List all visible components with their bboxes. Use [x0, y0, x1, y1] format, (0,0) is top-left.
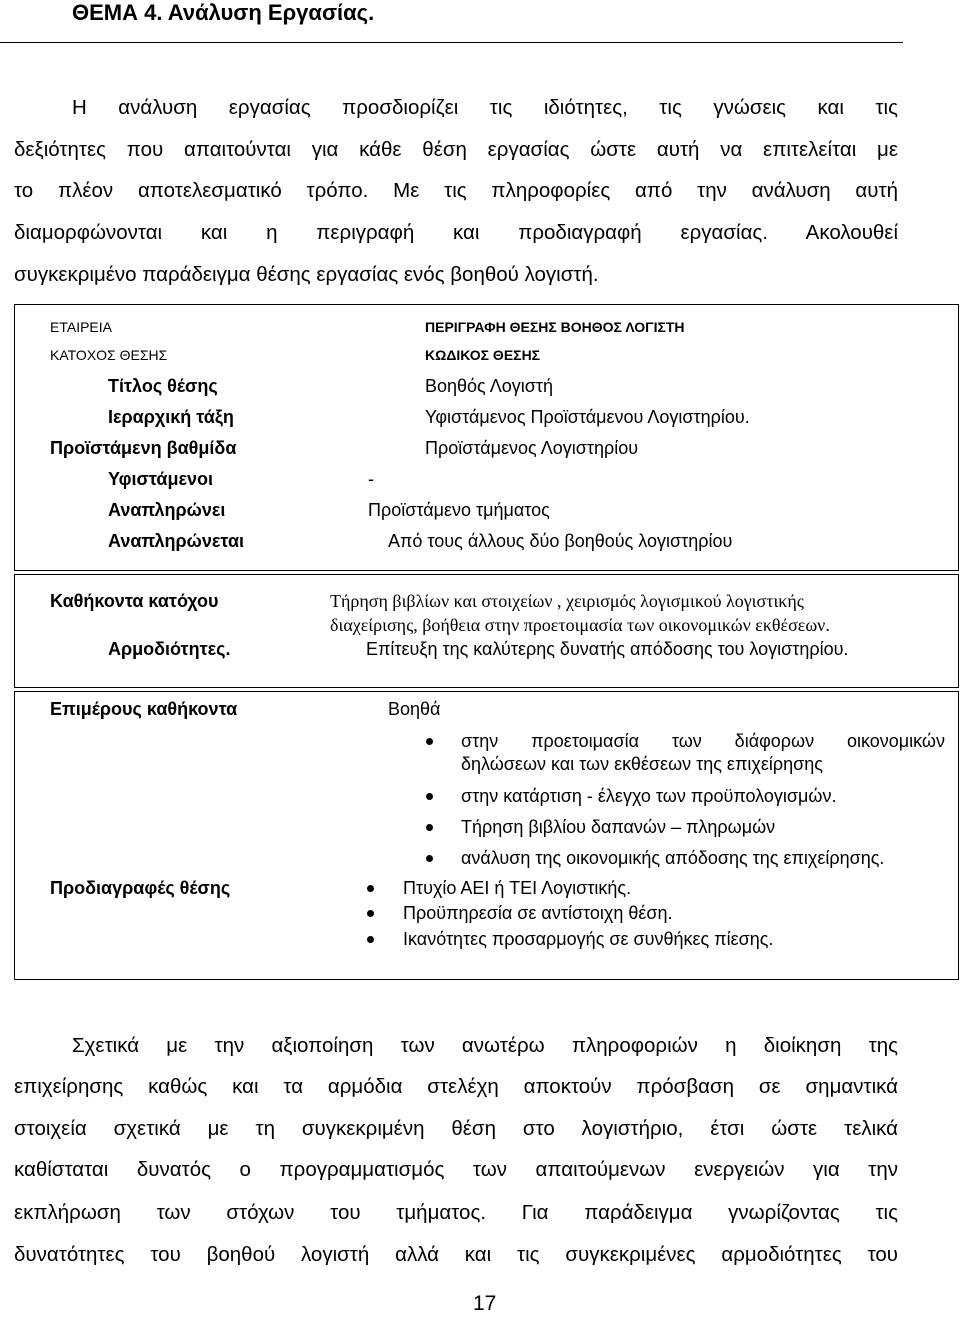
- bullet-icon: [426, 824, 433, 831]
- responsibilities-label: Αρμοδιότητες.: [108, 639, 231, 659]
- intro-line-3: το πλέον αποτελεσματικό τρόπο. Με τις πληροφορίες από την ανάλυση αυτή: [14, 179, 898, 202]
- code-label: ΚΩΔΙΚΟΣ ΘΕΣΗΣ: [425, 347, 541, 363]
- intro-line-2: δεξιότητες που απαιτούνται για κάθε θέση εργασίας ώστε αυτή να επιτελείται με: [14, 138, 898, 161]
- title-label: Τίτλος θέσης: [108, 376, 218, 396]
- spec-item: Προϋπηρεσία σε αντίστοιχη θέση.: [403, 903, 673, 923]
- replaces-label: Αναπληρώνει: [108, 500, 226, 520]
- replaced-by-label: Αναπληρώνεται: [108, 531, 245, 551]
- rank-value: Υφιστάμενος Προϊστάμενου Λογιστηρίου.: [425, 407, 750, 427]
- bullet-icon: [367, 910, 374, 917]
- task-1-line-2: δηλώσεων και των εκθέσεων της επιχείρησης: [461, 754, 823, 774]
- task-4: ανάλυση της οικονομικής απόδοσης της επιχείρησης.: [461, 848, 885, 868]
- task-1-line-1: στην προετοιμασία των διάφορων οικονομικών: [461, 731, 945, 751]
- spec-item: Πτυχίο ΑΕΙ ή ΤΕΙ Λογιστικής.: [403, 878, 632, 898]
- spec-item: Ικανότητες προσαρμογής σε συνθήκες πίεσης.: [403, 929, 774, 949]
- page-number: 17: [473, 1292, 497, 1315]
- description-label: ΠΕΡΙΓΡΑΦΗ ΘΕΣΗΣ ΒΟΗΘΟΣ ΛΟΓΙΣΤΗ: [425, 319, 685, 335]
- subordinates-value: -: [368, 469, 374, 489]
- title-value: Βοηθός Λογιστή: [425, 376, 553, 396]
- rank-label: Ιεραρχική τάξη: [108, 407, 234, 427]
- company-label: ΕΤΑΙΡΕΙΑ: [50, 319, 112, 335]
- superior-label: Προϊστάμενη βαθμίδα: [50, 438, 237, 458]
- tasks-label: Επιμέρους καθήκοντα: [50, 699, 238, 719]
- replaced-by-value: Από τους άλλους δύο βοηθούς λογιστηρίου: [388, 531, 733, 551]
- intro-line-4: διαμορφώνονται και η περιγραφή και προδιαγραφή εργασίας. Ακολουθεί: [14, 221, 898, 244]
- bullet-icon: [367, 936, 374, 943]
- page-title: ΘΕΜΑ 4. Ανάλυση Εργασίας.: [72, 0, 375, 25]
- task-3: Τήρηση βιβλίου δαπανών – πληρωμών: [461, 817, 776, 837]
- closing-line-3: στοιχεία σχετικά με τη συγκεκριμένη θέση στο λογιστήριο, έτσι ώστε τελικά: [14, 1117, 898, 1140]
- responsibilities-value: Επίτευξη της καλύτερης δυνατής απόδοσης του λογιστηρίου.: [366, 639, 849, 659]
- superior-value: Προϊστάμενος Λογιστηρίου: [425, 438, 639, 458]
- duties-value-line-1: Τήρηση βιβλίων και στοιχείων , χειρισμός λογισμικού λογιστικής: [330, 591, 804, 611]
- replaces-value: Προϊστάμενο τμήματος: [368, 500, 550, 520]
- subordinates-label: Υφιστάμενοι: [108, 469, 214, 489]
- holder-label: ΚΑΤΟΧΟΣ ΘΕΣΗΣ: [50, 347, 168, 363]
- bullet-icon: [426, 855, 433, 862]
- closing-line-5: εκπλήρωση των στόχων του τμήματος. Για παράδειγμα γνωρίζοντας τις: [14, 1201, 898, 1224]
- duties-value-line-2: διαχείρισης, βοήθεια στην προετοιμασία των οικονομικών εκθέσεων.: [330, 615, 830, 635]
- closing-line-4: καθίσταται δυνατός ο προγραμματισμός των απαιτούμενων ενεργειών για την: [14, 1158, 898, 1181]
- task-2: στην κατάρτιση - έλεγχο των προϋπολογισμών.: [461, 786, 837, 806]
- specs-label: Προδιαγραφές θέσης: [50, 878, 231, 898]
- closing-line-2: επιχείρησης καθώς και τα αρμόδια στελέχη αποκτούν πρόσβαση σε σημαντικά: [14, 1075, 898, 1098]
- bullet-icon: [426, 793, 433, 800]
- intro-line-5: συγκεκριμένο παράδειγμα θέσης εργασίας ενός βοηθού λογιστή.: [14, 263, 599, 286]
- duties-label: Καθήκοντα κατόχου: [50, 591, 219, 611]
- closing-line-1: Σχετικά με την αξιοποίηση των ανωτέρω πληροφοριών η διοίκηση της: [72, 1034, 898, 1057]
- closing-line-6: δυνατότητες του βοηθού λογιστή αλλά και τις συγκεκριμένες αρμοδιότητες του: [14, 1243, 898, 1266]
- bullet-icon: [367, 885, 374, 892]
- bullet-icon: [426, 738, 433, 745]
- tasks-intro: Βοηθά: [388, 699, 441, 719]
- title-rule: [0, 42, 903, 43]
- intro-line-1: Η ανάλυση εργασίας προσδιορίζει τις ιδιότητες, τις γνώσεις και τις: [72, 96, 898, 119]
